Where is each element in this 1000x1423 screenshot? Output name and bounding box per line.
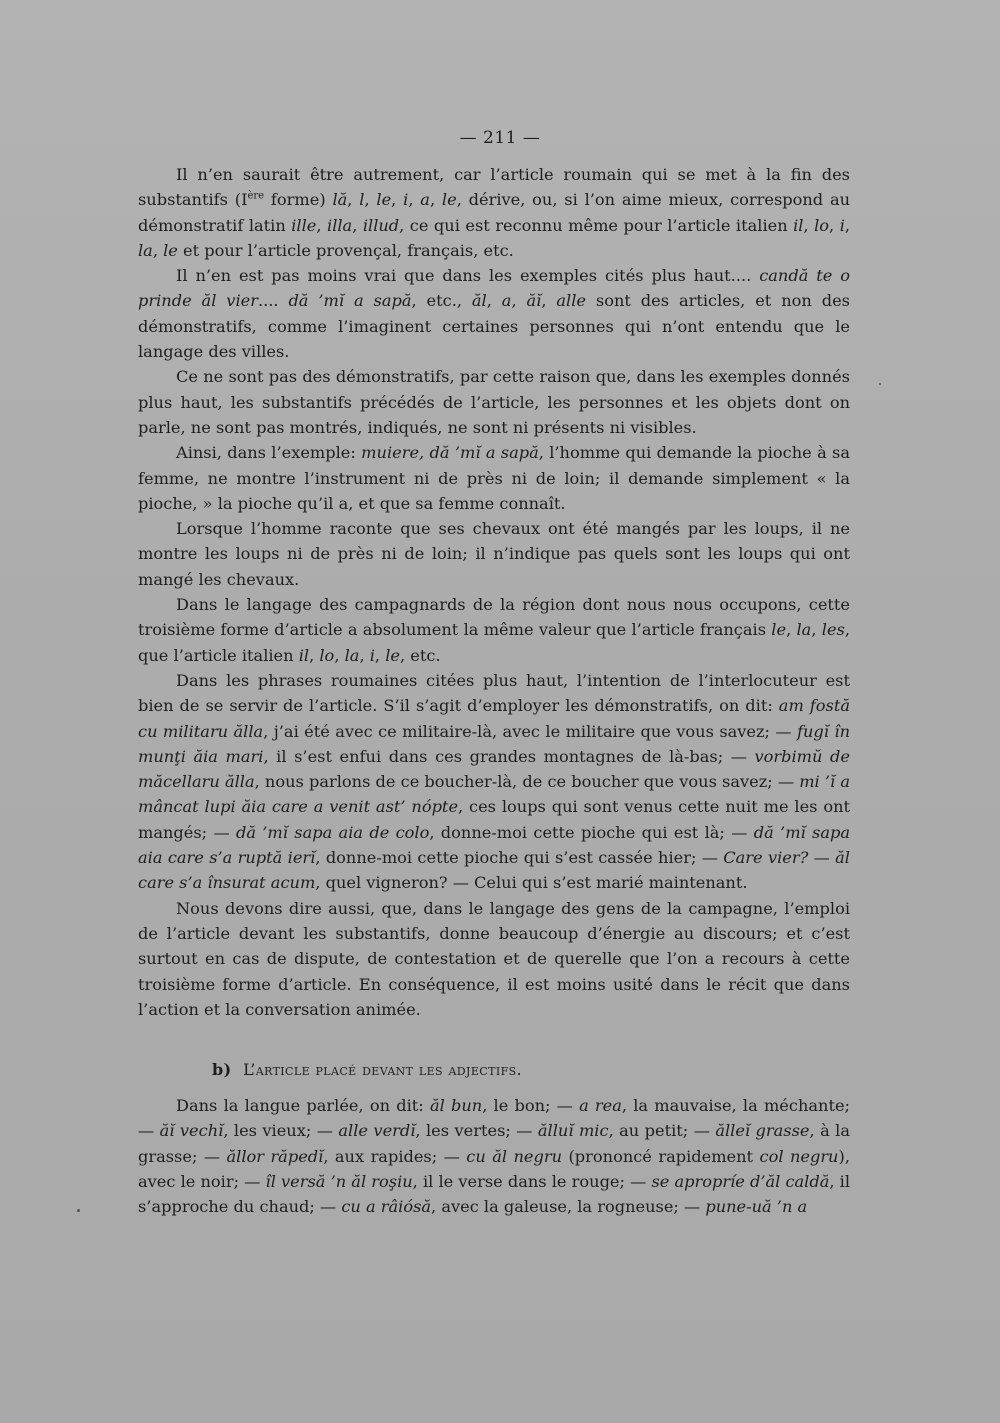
romanian-example: a rea — [579, 1096, 622, 1115]
romanian-example: alle verdĭ — [338, 1121, 416, 1141]
paragraph: Il n’en est pas moins vrai que dans les exemples cités plus haut.... candă te o prinde ăl vier.... dă ’mĭ a sapă, etc., ăl, a, ăĭ, alle sont des articles, et non des démonstratifs, comme l’imaginent certaines personnes qui n’ont entendu que le langage des villes. — [138, 266, 850, 362]
romanian-example: dă ’mĭ sapa aia de colo — [235, 822, 430, 842]
romanian-example: se apropríe d’ăl caldă — [651, 1171, 830, 1191]
romanian-example: la — [344, 645, 360, 665]
romanian-example: le — [441, 190, 457, 210]
romanian-example: ăĭ vechĭ — [159, 1121, 224, 1141]
romanian-example: ăl bun — [429, 1096, 483, 1115]
paragraph: Dans les phrases roumaines citées plus haut, l’intention de l’interlocuteur est bien de se servir de l’article. S’il s’agit d’employer les démonstratifs, on dit: am fostă cu militaru ălla, j’ai été avec ce militaire-là, avec le militaire que vous savez; — fugĭ în munţi ăia mari, il s’est enfui dans ces grandes montagnes de là-bas; — vorbimŭ de măcellaru ălla, nous parlons de ce boucher-là, de ce boucher que vous savez; — mi ’ĭ a mâncat lupi ăia care a venit ast’ nópte, ces loups qui sont venus cette nuit me les ont mangés; — dă ’mĭ sapa aia de colo, donne-moi cette pioche qui est là; — dă ’mĭ sapa aia care s’a ruptă ierĭ, donne-moi cette pioche qui s’est cassée hier; — Care vier? — ăl care s’a însurat acum, quel vigneron? — Celui qui s’est marié maintenant. — [138, 670, 851, 893]
romanian-example: dă ’mĭ a sapă — [288, 291, 412, 311]
romanian-example: lo — [319, 645, 335, 665]
paragraph: Ainsi, dans l’exemple: muiere, dă ’mĭ a sapă, l’homme qui demande la pioche à sa femme, ne montre l’instrument ni de près ni de loin; il demande simplement « la pioche, » la pioche qu’il a, et que sa femme connaît. — [138, 443, 850, 513]
romanian-example: ăl — [471, 291, 487, 311]
romanian-example: ălluĭ mic — [537, 1121, 609, 1141]
romanian-example: ălleĭ grasse — [715, 1121, 810, 1141]
paragraph: Dans le langage des campagnards de la région dont nous nous occupons, cette troisième forme d’article a absolument la même valeur que l’article français le, la, les, que l’article italien il, lo, la, i, le, etc. — [138, 595, 850, 665]
romanian-example: illud — [362, 215, 400, 235]
page-number: — 211 — — [459, 128, 541, 148]
romanian-example: lă — [332, 190, 348, 210]
romanian-example: ăĭ — [526, 291, 542, 311]
romanian-example: illa — [327, 215, 353, 235]
section-title: L’article placé devant les adjectifs. — [243, 1060, 523, 1079]
romanian-example: vorbimŭ de măcellaru ălla — [138, 746, 850, 792]
section-heading — [212, 1060, 522, 1079]
romanian-example: col negru — [759, 1146, 839, 1166]
body-text — [138, 162, 850, 1022]
paper-speck — [77, 1209, 80, 1212]
romanian-example: a — [501, 291, 512, 311]
paragraph: Il n’en saurait être autrement, car l’article roumain qui se met à la fin des substantifs (Ière forme) lă, l, le, i, a, le, dérive, ou, si l’on aime mieux, correspond au démonstratif latin ille, illa, illud, ce qui est reconnu même pour l’article italien il, lo, i, la, le et pour l’article provençal, français, etc. — [138, 165, 851, 260]
paper-speck — [879, 383, 881, 385]
paragraph: Dans la langue parlée, on dit: ăl bun, le bon; — a rea, la mauvaise, la méchante; — ăĭ vechĭ, les vieux; — alle verdĭ, les vertes; — ălluĭ mic, au petit; — ălleĭ grasse, à la grasse; — ăllor răpedĭ, aux rapides; — cu ăl negru (prononcé rapidement col negru), avec le noir; — îl versă ’n ăl roşiu, il le verse dans le rouge; — se apropríe d’ăl caldă, il s’approche du chaud; — cu a râiósă, avec la galeuse, la rogneuse; — pune-uă ’n a — [138, 1096, 851, 1217]
section-b-text — [138, 1093, 850, 1219]
romanian-example: a — [420, 190, 430, 210]
romanian-example: ăllor răpedĭ — [226, 1146, 324, 1166]
romanian-example: l — [359, 190, 365, 210]
romanian-example: cu ăl negru — [466, 1146, 563, 1166]
romanian-example: îl versă ’n ăl roşiu — [265, 1171, 413, 1191]
superscript: ère — [247, 190, 265, 202]
romanian-example: lo — [814, 215, 830, 235]
romanian-example: le — [385, 645, 400, 665]
romanian-example: am fostă cu militaru ălla — [138, 696, 850, 741]
romanian-example: les — [821, 620, 845, 640]
romanian-example: Care vier? — [723, 848, 809, 868]
paragraph: Lorsque l’homme raconte que ses chevaux ont été mangés par les loups, il ne montre les loups ni de près ni de loin; il n’indique pas quels sont les loups qui ont mangé les chevaux. — [138, 519, 850, 589]
romanian-example: i — [369, 645, 375, 665]
romanian-example: i — [839, 215, 845, 235]
romanian-example: muiere, dă ’mĭ a sapă — [361, 443, 539, 463]
romanian-example: candă te o prinde ăl vier — [138, 266, 850, 311]
romanian-example: le — [376, 190, 392, 210]
romanian-example: le — [163, 240, 178, 260]
romanian-example: le — [771, 620, 787, 640]
romanian-example: pune-uă ’n a — [705, 1197, 808, 1217]
romanian-example: fugĭ în munţi ăia mari — [138, 721, 850, 766]
romanian-example: il — [298, 645, 310, 665]
romanian-example: la — [138, 240, 153, 260]
romanian-example: il — [793, 215, 804, 235]
romanian-example: ille — [291, 215, 317, 235]
romanian-example: la — [796, 620, 812, 640]
romanian-example: mi ’ĭ a mâncat lupi ăia care a venit ast’ nópte — [138, 772, 850, 817]
romanian-example: dă ’mĭ sapa aia care s’a ruptă ierĭ — [138, 822, 851, 868]
romanian-example: i — [403, 190, 409, 210]
romanian-example: cu a râiósă — [341, 1197, 432, 1217]
romanian-example: alle — [556, 291, 586, 311]
section-letter: b) — [212, 1060, 232, 1079]
paragraph: Ce ne sont pas des démonstratifs, par cette raison que, dans les exemples donnés plus haut, les substantifs précédés de l’article, les personnes et les objets dont on parle, ne sont pas montrés, indiqués, ne sont ni présents ni visibles. — [138, 367, 850, 437]
paragraph: Nous devons dire aussi, que, dans le langage des gens de la campagne, l’emploi de l’article devant les substantifs, donne beaucoup d’énergie au discours; et c’est surtout en cas de dispute, de contestation et de querelle que l’on a recours à cette troisième forme d’article. En conséquence, il est moins usité dans le récit que dans l’action et la conversation animée. — [138, 898, 850, 1019]
romanian-example: ăl care s’a însurat acum — [138, 848, 850, 893]
